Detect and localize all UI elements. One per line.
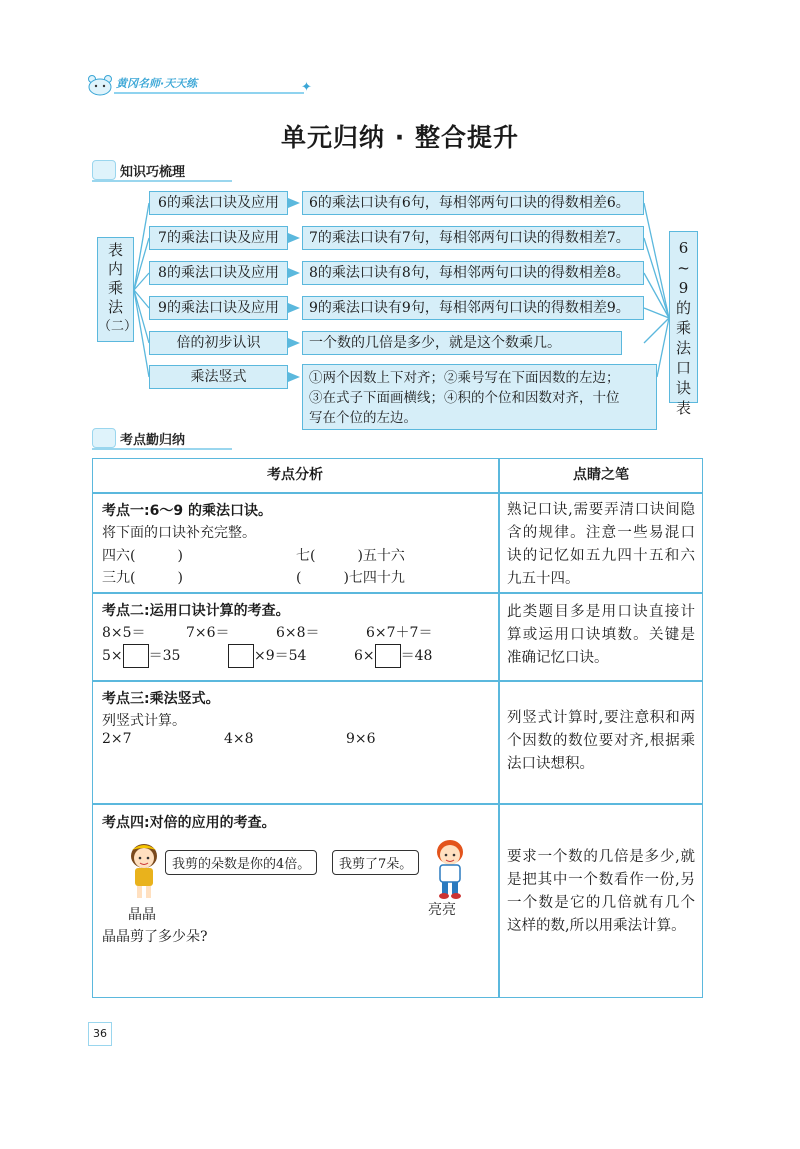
- point2-item: 6×7＋7＝: [366, 625, 433, 641]
- expr-part: ＝35: [148, 648, 181, 664]
- section-title: 知识巧梳理: [120, 165, 186, 180]
- map-right-8: 8的乘法口诀有8句，每相邻两句口诀的得数相差8。: [302, 261, 644, 285]
- boy-figure: [428, 836, 472, 900]
- point2-item: 8×5＝: [102, 625, 146, 641]
- summary-char: ~: [677, 259, 690, 277]
- root-char: 法: [107, 298, 123, 316]
- point3-item: 2×7: [102, 731, 132, 747]
- girl-figure: [124, 840, 164, 902]
- summary-char: 口: [675, 359, 691, 377]
- point2-fill-item: [354, 644, 432, 668]
- vertical-line: ③在式子下面画横线；④积的个位和因数对齐，十位: [309, 390, 620, 406]
- point3-title: 考点三:乘法竖式。: [102, 691, 220, 707]
- sparkle-icon: ✦: [301, 80, 312, 95]
- vertical-line: ①两个因数上下对齐；②乘号写在下面因数的左边；: [309, 370, 620, 386]
- map-root: [97, 237, 138, 342]
- point2-note: 此类题目多是用口诀直接计算或运用口诀填数。关键是准确记忆口诀。: [507, 604, 695, 666]
- map-left-vertical: 乘法竖式: [149, 365, 288, 389]
- answer-box[interactable]: [123, 644, 149, 668]
- point1-item: 七( )五十六: [296, 548, 405, 564]
- map-left-7: 7的乘法口诀及应用: [149, 226, 288, 250]
- point1-item: 四六( ): [102, 548, 183, 564]
- page-title: 单元归纳 · 整合提升: [281, 123, 519, 152]
- table-rule: [92, 492, 703, 494]
- summary-char: 9: [678, 279, 689, 297]
- expr-part: 5×: [102, 648, 123, 664]
- header-analysis: 考点分析: [267, 467, 323, 483]
- table-rule: [92, 592, 703, 594]
- point1-item: ( )七四十九: [296, 570, 405, 586]
- brand-name: 黄冈名师·天天练: [116, 77, 198, 90]
- map-left-9: 9的乘法口诀及应用: [149, 296, 288, 320]
- point3-item: 9×6: [346, 731, 376, 747]
- point3-instruction: 列竖式计算。: [102, 713, 186, 729]
- table-rule: [92, 680, 703, 682]
- section-title: 考点勤归纳: [120, 433, 186, 448]
- expr-part: ×9＝54: [254, 648, 307, 664]
- root-char: 内: [107, 260, 123, 278]
- bear-icon: [92, 428, 116, 448]
- map-summary: [669, 231, 698, 417]
- point4-title: 考点四:对倍的应用的考查。: [102, 815, 276, 831]
- root-char: （二）: [98, 319, 138, 334]
- map-right-6: 6的乘法口诀有6句，每相邻两句口诀的得数相差6。: [302, 191, 644, 215]
- summary-char: 法: [675, 339, 691, 357]
- point1-note: 熟记口诀,需要弄清口诀间隐含的规律。注意一些易混口诀的记忆如五九四十五和六九五十四。: [507, 502, 695, 587]
- point2-fill-item: [102, 644, 180, 668]
- point4-question: 晶晶剪了多少朵?: [102, 929, 208, 945]
- point3-item: 4×8: [224, 731, 254, 747]
- name-liangliang: 亮亮: [428, 902, 456, 918]
- root-char: 乘: [107, 279, 123, 297]
- summary-char: 的: [675, 299, 691, 317]
- map-right-times: 一个数的几倍是多少，就是这个数乘几。: [302, 331, 622, 355]
- map-left-8: 8的乘法口诀及应用: [149, 261, 288, 285]
- summary-char: 乘: [675, 319, 691, 337]
- speech-bubble-boy: 我剪了7朵。: [332, 850, 419, 875]
- page-number: 36: [88, 1022, 112, 1046]
- speech-bubble-girl: 我剪的朵数是你的4倍。: [165, 850, 317, 875]
- map-right-9: 9的乘法口诀有9句，每相邻两句口诀的得数相差9。: [302, 296, 644, 320]
- answer-box[interactable]: [228, 644, 254, 668]
- answer-box[interactable]: [375, 644, 401, 668]
- name-jingjing: 晶晶: [128, 907, 156, 923]
- point3-note: 列竖式计算时,要注意积和两个因数的数位要对齐,根据乘法口诀想积。: [507, 710, 695, 772]
- summary-char: 6: [678, 239, 689, 257]
- table-rule: [92, 803, 703, 805]
- expr-part: 6×: [354, 648, 375, 664]
- root-char: 表: [107, 241, 123, 259]
- map-right-vertical: [302, 364, 657, 430]
- section-underline: [92, 448, 232, 450]
- section-points: [92, 428, 242, 450]
- table-divider: [498, 458, 500, 998]
- expr-part: ＝48: [400, 648, 433, 664]
- map-right-7: 7的乘法口诀有7句，每相邻两句口诀的得数相差7。: [302, 226, 644, 250]
- point1-instruction: 将下面的口诀补充完整。: [102, 525, 256, 541]
- map-left-6: 6的乘法口诀及应用: [149, 191, 288, 215]
- summary-char: 诀: [675, 379, 691, 397]
- map-left-times: 倍的初步认识: [149, 331, 288, 355]
- summary-char: 表: [675, 399, 691, 417]
- point1-item: 三九( ): [102, 570, 183, 586]
- header-notes: 点睛之笔: [573, 467, 629, 483]
- point2-title: 考点二:运用口诀计算的考查。: [102, 603, 290, 619]
- point2-fill-item: [228, 644, 306, 668]
- point1-title: 考点一:6～9 的乘法口诀。: [102, 503, 272, 519]
- point4-note: 要求一个数的几倍是多少,就是把其中一个数看作一份,另一个数是它的几倍就有几个这样的数,所以用乘法计算。: [507, 849, 695, 934]
- vertical-line: 写在个位的左边。: [309, 410, 417, 426]
- point2-item: 6×8＝: [276, 625, 320, 641]
- point2-item: 7×6＝: [186, 625, 230, 641]
